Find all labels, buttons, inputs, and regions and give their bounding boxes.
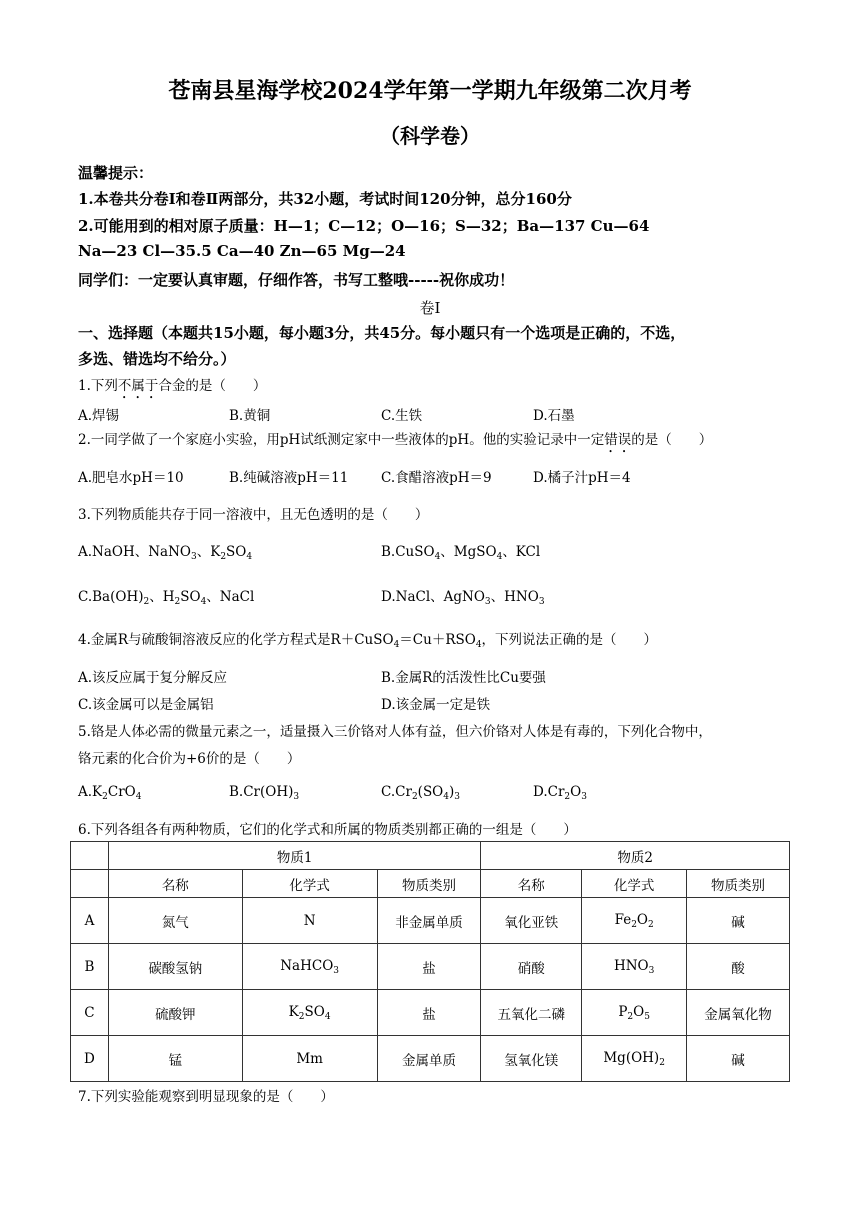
q5-stem-line-2: 铬元素的化合价为+6价的是（ ）	[78, 751, 301, 767]
q1-stem	[78, 374, 266, 402]
q2-option-c[interactable]: C.食醋溶液pH＝9	[381, 470, 492, 486]
q6-row-a	[71, 898, 790, 944]
table-cell	[242, 944, 377, 990]
q1-stem-a: 1.下列	[78, 378, 118, 394]
q2-stem-a: 2.一同学做了一个家庭小实验，用pH试纸测定家中一些液体的pH。他的实验记录中一定	[78, 432, 605, 448]
q4-option-d[interactable]: D.该金属一定是铁	[381, 697, 491, 713]
table-cell	[582, 990, 687, 1036]
formula: $HNO_3$	[613, 957, 655, 976]
q6-row-b	[71, 944, 790, 990]
q5-option-b-text: $B.Cr(OH)_3$	[229, 784, 300, 802]
q1-option-a[interactable]: A.焊锡	[78, 408, 120, 424]
q1-option-c[interactable]: C.生铁	[381, 408, 423, 424]
q6-corner-cell-2	[71, 870, 109, 898]
table-cell	[582, 944, 687, 990]
tips-line-2: 2.可能用到的相对原子质量：H—1；C—12；O—16；S—32；Ba—137 Cu—64	[78, 217, 650, 235]
q4-option-b[interactable]: B.金属R的活泼性比Cu要强	[381, 670, 546, 686]
table-cell: 酸	[687, 944, 790, 990]
section-heading-line-2: 多选、错选均不给分。）	[78, 350, 236, 368]
q6-col-header: 名称	[108, 870, 242, 898]
volume-label: 卷Ⅰ	[419, 299, 441, 317]
q6-row-c	[71, 990, 790, 1036]
table-cell: 盐	[377, 990, 481, 1036]
formula: $Fe_2O_2$	[614, 911, 654, 930]
q4-option-a[interactable]: A.该反应属于复分解反应	[78, 670, 228, 686]
table-cell: 盐	[377, 944, 481, 990]
q3-option-d[interactable]	[381, 585, 545, 607]
q3-option-d-text: D.NaCl、AgNO$_3$、$HNO_3$	[381, 589, 545, 607]
q6-stem: 6.下列各组各有两种物质，它们的化学式和所属的物质类别都正确的一组是（ ）	[78, 822, 577, 838]
table-cell: 五氧化二磷	[481, 990, 582, 1036]
tips-heading: 温馨提示：	[78, 164, 154, 182]
tips-line-1: 1.本卷共分卷Ⅰ和卷Ⅱ两部分，共32小题，考试时间120分钟，总分160分	[78, 190, 572, 208]
q3-option-b-text: B.CuSO$_4$、MgSO$_4$、KCl	[381, 544, 541, 562]
section-heading-line-1: 一、选择题（本题共15小题，每小题3分，共45分。每小题只有一个选项是正确的，不选，	[78, 324, 686, 342]
table-cell	[582, 1036, 687, 1082]
q5-stem-line-1: 5.铬是人体必需的微量元素之一，适量摄入三价铬对人体有益，但六价铬对人体是有毒的，下列化合物中，	[78, 724, 712, 740]
q6-group-2: 物质2	[481, 842, 790, 870]
table-cell: 非金属单质	[377, 898, 481, 944]
q5-option-c[interactable]	[381, 784, 460, 802]
q4-stem-b: ，下列说法正确的是（ ）	[481, 632, 658, 648]
table-cell: 锰	[108, 1036, 242, 1082]
table-cell: 金属氧化物	[687, 990, 790, 1036]
exam-subtitle: （科学卷）	[380, 124, 480, 148]
q3-option-a-text: A.NaOH、NaNO$_3$、$K_2SO_4$	[78, 544, 253, 562]
q3-option-c-text: $C.Ba(OH)_2$、$H_2SO_4$、NaCl	[78, 589, 255, 607]
table-cell: 氧化亚铁	[481, 898, 582, 944]
q6-row-label: A	[71, 898, 109, 944]
formula: N	[303, 912, 316, 929]
q6-row-label: D	[71, 1036, 109, 1082]
table-cell: 金属单质	[377, 1036, 481, 1082]
q2-stem-b: 的是（ ）	[631, 432, 713, 448]
q6-row-d	[71, 1036, 790, 1082]
formula: $K_2SO_4$	[288, 1003, 331, 1022]
q3-option-c[interactable]	[78, 585, 254, 607]
q6-group-1: 物质1	[108, 842, 480, 870]
q7-stem: 7.下列实验能观察到明显现象的是（ ）	[78, 1089, 334, 1105]
q5-option-d-text: $D.Cr_2O_3$	[533, 784, 587, 802]
q6-col-header: 物质类别	[377, 870, 481, 898]
q4-equation: $R+CuSO_4=Cu+RSO_4$	[330, 632, 482, 650]
q2-option-a[interactable]: A.肥皂水pH＝10	[78, 470, 184, 486]
q1-stem-emphasis: 不属于	[117, 378, 159, 394]
q2-option-b[interactable]: B.纯碱溶液pH＝11	[229, 470, 349, 486]
q3-option-b[interactable]	[381, 540, 540, 562]
formula: $P_2O_5$	[618, 1003, 650, 1022]
table-cell: 氮气	[108, 898, 242, 944]
table-cell: 硫酸钾	[108, 990, 242, 1036]
q2-option-d[interactable]: D.橘子汁pH＝4	[533, 470, 631, 486]
q6-col-header: 化学式	[582, 870, 687, 898]
q6-table-group-row	[71, 842, 790, 870]
q6-table	[70, 841, 790, 1082]
table-cell: 碱	[687, 1036, 790, 1082]
q2-stem	[78, 428, 712, 456]
q4-stem-a: 4.金属R与硫酸铜溶液反应的化学方程式是	[78, 632, 331, 648]
table-cell: 碳酸氢钠	[108, 944, 242, 990]
formula: NaHCO$_3$	[280, 957, 339, 976]
q2-stem-emphasis: 错误	[604, 432, 632, 448]
q5-option-d[interactable]	[533, 784, 587, 802]
q3-stem: 3.下列物质能共存于同一溶液中，且无色透明的是（ ）	[78, 507, 429, 523]
q6-table-header-row	[71, 870, 790, 898]
q3-option-a[interactable]	[78, 540, 252, 562]
q5-option-a-text: $A.K_2CrO_4$	[78, 784, 142, 802]
q6-row-label: B	[71, 944, 109, 990]
table-cell: 硝酸	[481, 944, 582, 990]
table-cell	[582, 898, 687, 944]
exam-title: 苍南县星海学校2024学年第一学期九年级第二次月考	[168, 78, 692, 104]
table-cell	[242, 898, 377, 944]
tips-line-4: 同学们：一定要认真审题，仔细作答，书写工整哦-----祝你成功！	[78, 271, 515, 289]
q5-option-b[interactable]	[229, 784, 299, 802]
q5-option-c-text: $C.Cr_2(SO_4)_3$	[381, 784, 461, 802]
q6-col-header: 物质类别	[687, 870, 790, 898]
q1-option-d[interactable]: D.石墨	[533, 408, 575, 424]
formula: Mm	[296, 1050, 323, 1067]
q6-row-label: C	[71, 990, 109, 1036]
table-cell	[242, 1036, 377, 1082]
q4-option-c[interactable]: C.该金属可以是金属铝	[78, 697, 214, 713]
tips-line-3: Na—23 Cl—35.5 Ca—40 Zn—65 Mg—24	[78, 242, 406, 260]
q6-col-header: 名称	[481, 870, 582, 898]
table-cell: 碱	[687, 898, 790, 944]
table-cell: 氢氧化镁	[481, 1036, 582, 1082]
formula: $Mg(OH)_2$	[603, 1049, 665, 1068]
q6-corner-cell	[71, 842, 109, 870]
q1-option-b[interactable]: B.黄铜	[229, 408, 271, 424]
q4-stem	[78, 628, 657, 650]
q5-option-a[interactable]	[78, 784, 141, 802]
q1-stem-b: 合金的是（ ）	[158, 378, 267, 394]
table-cell	[242, 990, 377, 1036]
q6-col-header: 化学式	[242, 870, 377, 898]
